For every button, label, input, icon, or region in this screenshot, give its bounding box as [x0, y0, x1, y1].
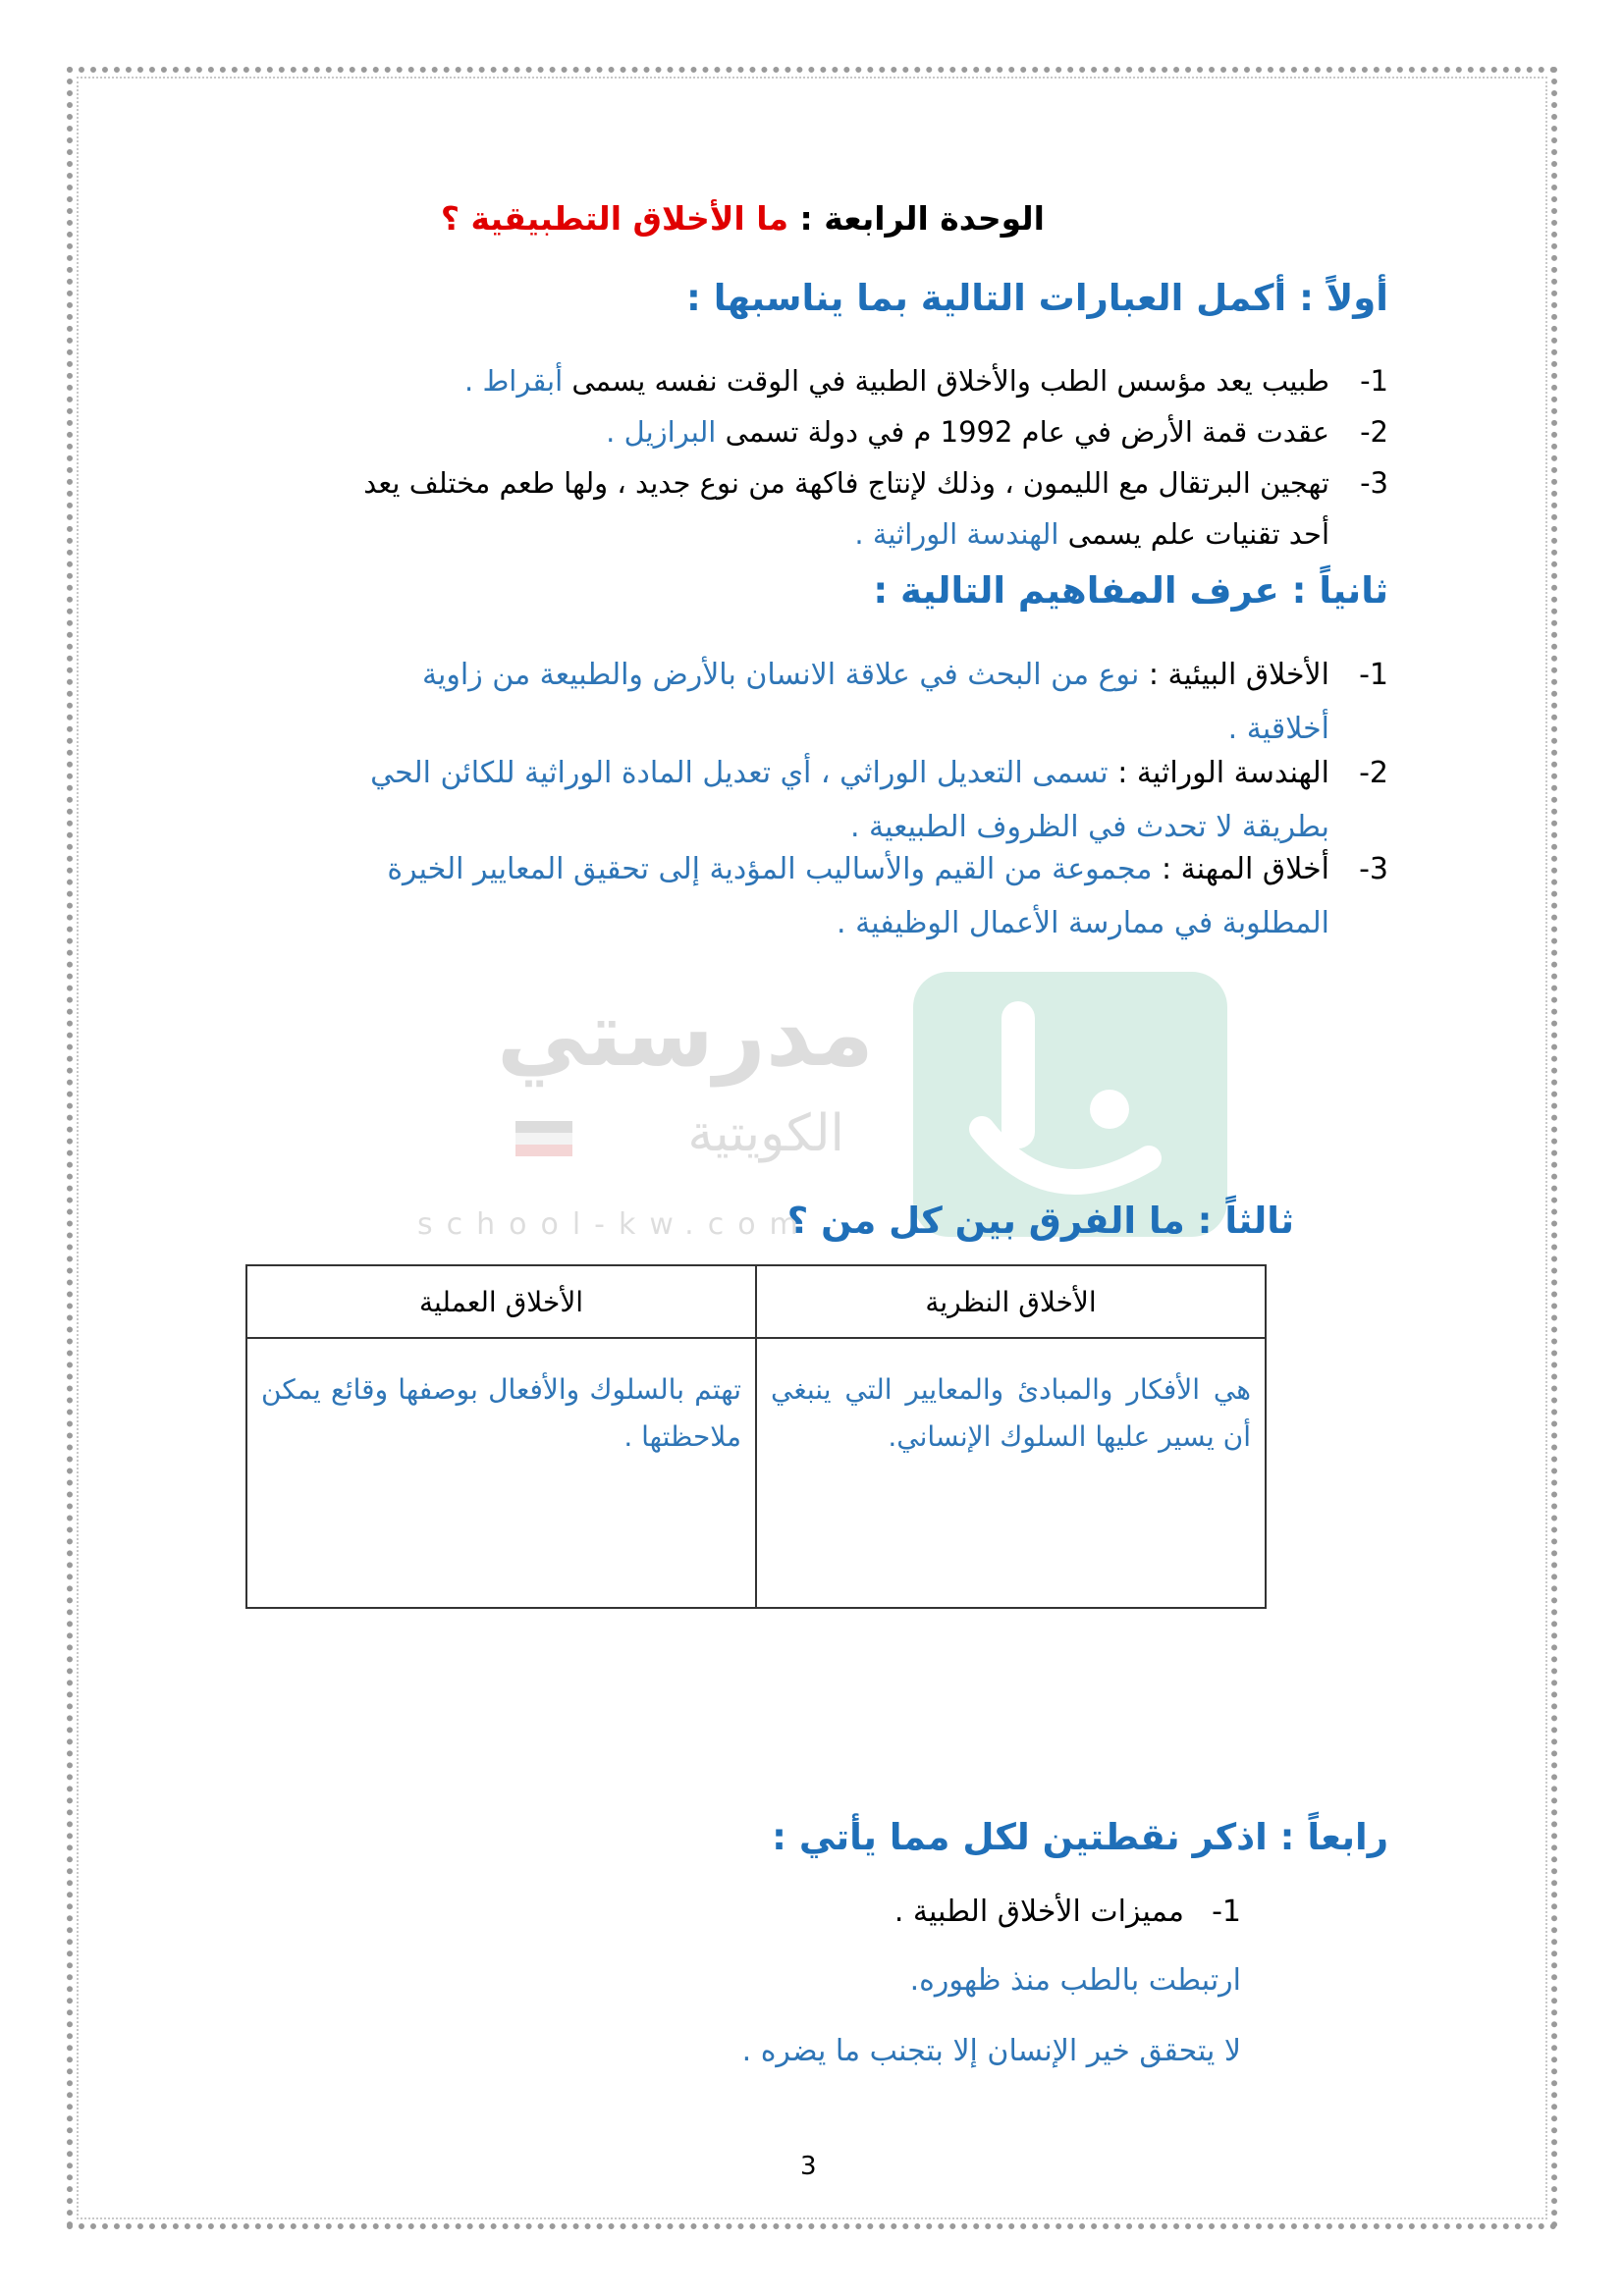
table-header-row: [246, 1265, 1266, 1338]
answer-text: البرازيل .: [606, 415, 717, 449]
list-item: 1-طبيب يعد مؤسس الطب والأخلاق الطبية في الوقت نفسه يسمى أبقراط .: [464, 364, 1388, 398]
watermark-brand: مدرستي: [496, 982, 874, 1087]
unit-title: [441, 199, 1045, 238]
list-item: 3-تهجين البرتقال مع الليمون ، وذلك لإنتاج فاكهة من نوع جديد ، ولها طعم مختلف يعد أحد تقنيات علم يسمى الهندسة الوراثية .: [363, 466, 1388, 551]
watermark-site: school-kw.com: [417, 1207, 812, 1242]
table-row: [246, 1338, 1266, 1608]
answer-line: ارتبطت بالطب منذ ظهوره.: [909, 1963, 1241, 1998]
table-header-cell: الأخلاق النظرية: [756, 1265, 1266, 1338]
list-item: 2-عقدت قمة الأرض في عام 1992 م في دولة تسمى البرازيل .: [606, 415, 1388, 449]
table-cell: تهتم بالسلوك والأفعال بوصفها وقائع يمكن ملاحظتها .: [246, 1338, 756, 1608]
answer-line: لا يتحقق خير الإنسان إلا بتجنب ما يضره .: [741, 2034, 1241, 2068]
unit-label: الوحدة الرابعة :: [799, 199, 1045, 238]
section2-heading: ثانياً : عرف المفاهيم التالية :: [873, 569, 1388, 612]
section4-heading: رابعاً : اذكر نقطتين لكل مما يأتي :: [772, 1816, 1388, 1858]
watermark-sub: الكويتية: [687, 1104, 844, 1163]
answer-text: الهندسة الوراثية .: [854, 517, 1059, 551]
section3-heading: ثالثاً : ما الفرق بين كل من ؟: [786, 1200, 1294, 1242]
definition-item: 1-الأخلاق البيئية : نوع من البحث في علاقة الانسان بالأرض والطبيعة من زاوية أخلاقية .: [421, 658, 1388, 746]
unit-question: ما الأخلاق التطبيقية ؟: [440, 199, 789, 238]
table-header-cell: الأخلاق العملية: [246, 1265, 756, 1338]
comparison-table: [245, 1264, 1267, 1609]
page-number: 3: [800, 2152, 817, 2181]
table-cell: هي الأفكار والمبادئ والمعايير التي ينبغي أن يسير عليها السلوك الإنساني.: [756, 1338, 1266, 1608]
list-item: 1-مميزات الأخلاق الطبية .: [893, 1895, 1241, 1929]
definition-item: 3-أخلاق المهنة : مجموعة من القيم والأساليب المؤدية إلى تحقيق المعايير الخيرة المطلوبة في ممارسة الأعمال الوظيفية .: [387, 852, 1388, 940]
section1-heading: أولاً : أكمل العبارات التالية بما يناسبها :: [686, 277, 1388, 319]
definition-item: 2-الهندسة الوراثية : تسمى التعديل الوراثي ، أي تعديل المادة الوراثية للكائن الحي بطريقة لا تحدث في الظروف الطبيعية .: [370, 756, 1388, 844]
answer-text: أبقراط .: [464, 364, 564, 398]
